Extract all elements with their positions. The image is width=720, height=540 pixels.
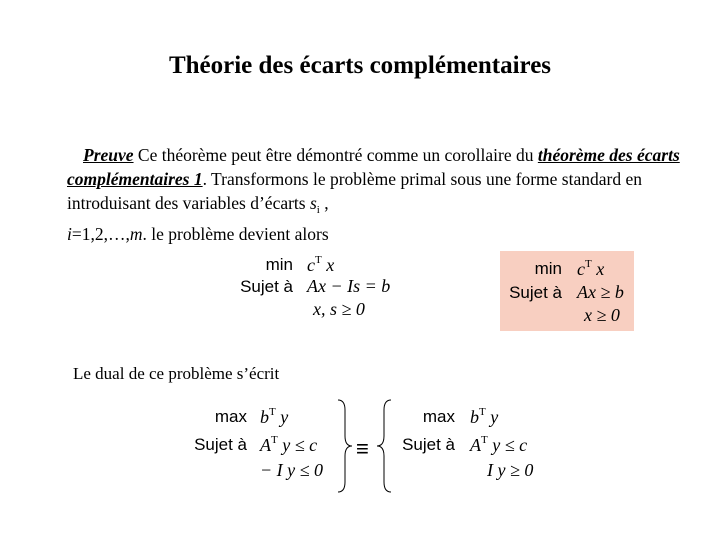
min-label: min	[534, 259, 562, 278]
right-brace-icon	[335, 398, 355, 494]
standard-form-problem	[225, 255, 395, 325]
constraint-equality: Ax − Is = b	[307, 276, 391, 296]
equivalence-symbol: ≡	[356, 436, 369, 461]
index-range: =1,2,…,	[71, 224, 130, 244]
theorem-reference: théorème des écarts complémentaires 1	[67, 145, 680, 189]
objective: $c^T$ x	[307, 254, 335, 275]
min-label: min	[265, 255, 293, 274]
primal-problem-box	[500, 251, 634, 331]
constraint-1: $A^T$ y ≤ c	[470, 434, 528, 455]
proof-text-1: Ce théorème peut être démontré comme un corollaire du	[133, 145, 534, 165]
slack-variable-subscript: i	[316, 204, 320, 216]
constraint-nonneg: x, s ≥ 0	[313, 299, 365, 319]
objective: $c^T$ x	[577, 258, 605, 279]
left-brace-icon	[374, 398, 394, 494]
dual-problem-left	[185, 405, 345, 485]
subject-label: Sujet à	[509, 283, 562, 302]
constraint-1: $A^T$ y ≤ c	[260, 434, 318, 455]
objective: $b^T$ y	[260, 406, 289, 427]
page-title: Théorie des écarts complémentaires	[168, 52, 552, 79]
proof-text-4: . le problème devient alors	[142, 224, 329, 244]
subject-label: Sujet à	[402, 435, 455, 454]
constraint-2: − I y ≤ 0	[260, 460, 324, 480]
dual-intro: Le dual de ce problème s’écrit	[73, 364, 280, 383]
max-label: max	[422, 407, 455, 426]
subject-label: Sujet à	[194, 435, 247, 454]
constraint-2: I y ≥ 0	[487, 460, 534, 480]
dual-problem-right	[393, 405, 553, 485]
index-variable: i	[67, 224, 72, 244]
objective: $b^T$ y	[470, 406, 499, 427]
proof-paragraph	[67, 143, 687, 246]
proof-text-3: ,	[319, 193, 329, 213]
subject-label: Sujet à	[240, 277, 293, 296]
proof-label: Preuve	[83, 145, 134, 165]
slack-variable: s	[309, 193, 317, 213]
constraint-inequality: Ax ≥ b	[577, 282, 624, 302]
max-label: max	[214, 407, 247, 426]
proof-text-2: . Transformons le problème primal sous une forme standard en introduisant des variables d’écarts	[67, 169, 642, 213]
index-m: m	[129, 224, 143, 244]
constraint-nonneg: x ≥ 0	[584, 305, 620, 325]
